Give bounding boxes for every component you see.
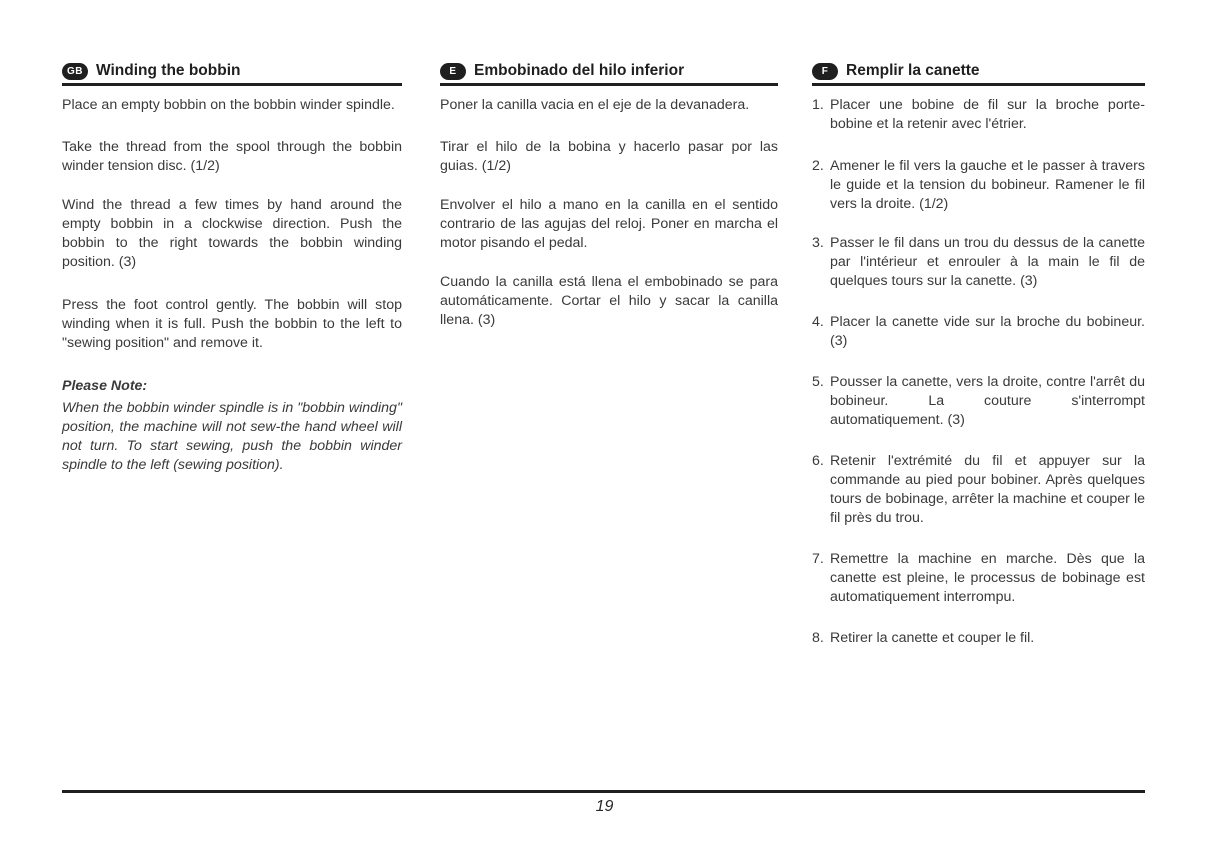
- language-badge-e: E: [440, 63, 466, 80]
- paragraph: Tirar el hilo de la bobina y hacerlo pasar por las guias. (1/2): [440, 139, 778, 174]
- list-item: 3. Passer le fil dans un trou du dessus de la canette par l'intérieur et enrouler à la main le fil de quelques tours sur la canette. (3): [812, 235, 1145, 289]
- section-title-english: Winding the bobbin: [96, 62, 241, 79]
- paragraph: Envolver el hilo a mano en la canilla en el sentido contrario de las agujas del reloj. Poner en marcha el motor pisando el pedal.: [440, 197, 778, 251]
- note-title: Please Note:: [62, 378, 148, 394]
- paragraph: Wind the thread a few times by hand around the empty bobbin in a clockwise direction. Push the bobbin to the right towards the bobbin winding position. (3): [62, 197, 402, 270]
- steps-list: [812, 96, 1145, 648]
- page-number: 19: [595, 798, 614, 815]
- section-heading-french: [812, 62, 1145, 86]
- column-english: [62, 62, 402, 475]
- paragraph: Cuando la canilla está llena el embobinado se para automáticamente. Cortar el hilo y sacar la canilla llena. (3): [440, 274, 778, 328]
- list-item: 4. Placer la canette vide sur la broche du bobineur. (3): [812, 314, 1145, 349]
- paragraph: Poner la canilla vacia en el eje de la devanadera.: [440, 97, 750, 113]
- section-title-french: Remplir la canette: [846, 62, 980, 79]
- list-item: 6. Retenir l'extrémité du fil et appuyer sur la commande au pied pour bobiner. Après quelques tours de bobinage, arrêter la machine et couper le fil près du trou.: [812, 453, 1145, 526]
- list-item: 1. Placer une bobine de fil sur la broche porte-bobine et la retenir avec l'étrier.: [812, 97, 1145, 132]
- list-item: 8. Retirer la canette et couper le fil.: [812, 630, 1035, 646]
- list-item: 2. Amener le fil vers la gauche et le passer à travers le guide et la tension du bobineur. Ramener le fil vers la droite. (1/2): [812, 158, 1145, 212]
- note-body: When the bobbin winder spindle is in "bobbin winding" position, the machine will not sew-the hand wheel will not turn. To start sewing, push the bobbin winder spindle to the left (sewing position).: [62, 400, 402, 473]
- paragraph: Press the foot control gently. The bobbin will stop winding when it is full. Push the bobbin to the left to "sewing position" and remove it.: [62, 297, 402, 351]
- paragraph: Place an empty bobbin on the bobbin winder spindle.: [62, 97, 395, 113]
- list-item: 7. Remettre la machine en marche. Dès que la canette est pleine, le processus de bobinage est automatiquement interrompu.: [812, 551, 1145, 605]
- section-title-spanish: Embobinado del hilo inferior: [474, 62, 685, 79]
- footer-divider: [62, 790, 1145, 793]
- paragraph: Take the thread from the spool through the bobbin winder tension disc. (1/2): [62, 139, 402, 174]
- section-heading-spanish: [440, 62, 778, 86]
- list-item: 5. Pousser la canette, vers la droite, contre l'arrêt du bobineur. La couture s'interrompt automatiquement. (3): [812, 374, 1145, 428]
- language-badge-gb: GB: [62, 63, 88, 80]
- section-heading-english: [62, 62, 402, 86]
- language-badge-f: F: [812, 63, 838, 80]
- column-spanish: [440, 62, 778, 330]
- column-french: [812, 62, 1145, 648]
